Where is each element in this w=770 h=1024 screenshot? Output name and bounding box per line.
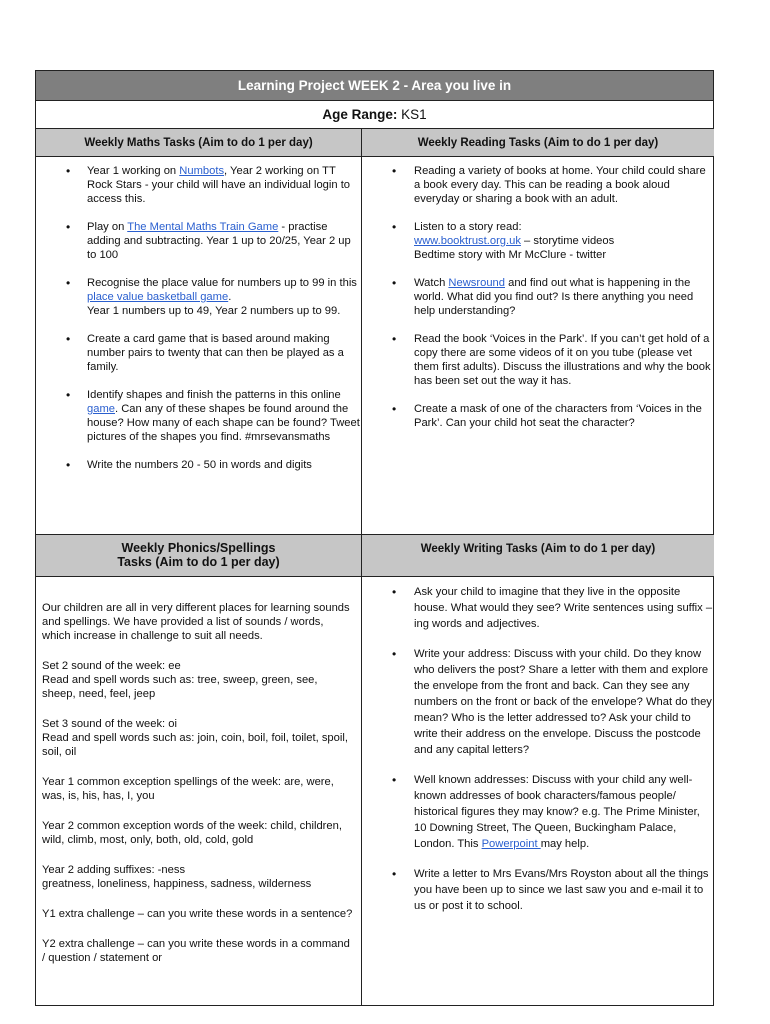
column-divider: [361, 129, 362, 1006]
maths-item: [36, 332, 361, 374]
phonics-heading-line2: Tasks (Aim to do 1 per day): [117, 555, 280, 569]
age-range-label: Age Range:: [322, 107, 398, 122]
writing-list: [362, 584, 714, 914]
maths-link[interactable]: The Mental Maths Train Game: [127, 221, 279, 233]
writing-item-text: Write your address: Discuss with your child. Do they know who delivers the post? Share a letter with them and explore the envelope from the front and back. Can they see any numbers on the front or back of the envelope? What do they mean? Who is the letter addressed to? Ask your child to write their address on the envelope. Discuss the postcode and any capital letters?: [414, 648, 712, 756]
maths-list: [36, 164, 361, 472]
writing-item-text: Write a letter to Mrs Evans/Mrs Royston about all the things you have been up to since we last saw you and e-mail it to us or post it to school.: [414, 868, 709, 912]
reading-item: [362, 332, 714, 388]
reading-item-text: Watch: [414, 277, 449, 289]
maths-tasks: [36, 164, 361, 534]
phonics-paragraph: Set 2 sound of the week: ee Read and spell words such as: tree, sweep, green, see, sheep, need, feel, jeep: [42, 660, 318, 700]
reading-item-text: Create a mask of one of the characters from ‘Voices in the Park’. Can your child hot seat the character?: [414, 403, 702, 429]
reading-list: [362, 164, 714, 430]
maths-item: [36, 164, 361, 206]
writing-item-text: Ask your child to imagine that they live in the opposite house. What would they see? Write sentences using suffix – ing words and adjectives.: [414, 586, 713, 630]
maths-item-text: Identify shapes and finish the patterns in this online: [87, 389, 341, 401]
maths-heading: Weekly Maths Tasks (Aim to do 1 per day): [36, 129, 361, 157]
phonics-heading: [36, 535, 361, 577]
reading-item: [362, 220, 714, 262]
reading-link[interactable]: Newsround: [448, 277, 505, 289]
phonics-paragraph: Year 2 adding suffixes: -ness greatness, loneliness, happiness, sadness, wilderness: [42, 864, 312, 890]
phonics-paragraph: Y2 extra challenge – can you write these words in a command / question / statement or: [42, 938, 350, 964]
phonics-paragraphs: [42, 601, 354, 965]
phonics-paragraph: Y1 extra challenge – can you write these words in a sentence?: [42, 908, 353, 920]
maths-item-text: Create a card game that is based around making number pairs to twenty that can then be played as a family.: [87, 333, 344, 373]
writing-item: [362, 584, 714, 632]
maths-item-text: Recognise the place value for numbers up to 99 in this: [87, 277, 357, 289]
writing-item-text: Well known addresses: Discuss with your child any well-known addresses of book characters/famous people/ historical figures they may know? e.g. The Prime Minister, 10 Downing Street, The Queen, Buckingham Palace, London. This: [414, 774, 700, 850]
reading-item: [362, 164, 714, 206]
learning-project-table: [35, 70, 714, 1006]
maths-item-extra: Year 1 numbers up to 49, Year 2 numbers up to 99.: [87, 305, 341, 317]
maths-item: [36, 388, 361, 444]
phonics-heading-line1: Weekly Phonics/Spellings: [121, 541, 276, 555]
phonics-paragraph: Set 3 sound of the week: oi Read and spell words such as: join, coin, boil, foil, toilet, spoil, soil, oil: [42, 718, 348, 758]
reading-item-text: Reading a variety of books at home. Your child could share a book every day. This can be reading a book aloud everyday or sharing a book with an adult.: [414, 165, 706, 205]
writing-item: [362, 866, 714, 914]
maths-item-text: Play on: [87, 221, 128, 233]
maths-item: [36, 458, 361, 472]
age-range-value: KS1: [401, 107, 427, 122]
writing-link[interactable]: Powerpoint: [481, 838, 541, 850]
reading-heading: Weekly Reading Tasks (Aim to do 1 per day): [362, 129, 714, 157]
reading-link[interactable]: www.booktrust.org.uk: [414, 235, 521, 247]
maths-item-text: , Year 2 working on TT Rock Stars - your child will have an individual login to access this.: [87, 165, 351, 205]
writing-item: [362, 772, 714, 852]
maths-item-text: Write the numbers 20 - 50 in words and digits: [87, 459, 312, 471]
phonics-paragraph: Year 1 common exception spellings of the week: are, were, was, is, his, has, I, you: [42, 776, 334, 802]
section-divider: [36, 534, 713, 535]
reading-item-text: Read the book ‘Voices in the Park’. If you can’t get hold of a copy there are some videos of it on you tube (please vet them first adults). Discuss the illustrations and why the book has been set out the way it has.: [414, 333, 711, 387]
reading-item: [362, 402, 714, 430]
phonics-paragraph: Our children are all in very different places for learning sounds and spellings. We have provided a list of sounds / words, which increase in challenge to suit all needs.: [42, 602, 350, 642]
writing-tasks: [362, 584, 714, 1004]
maths-item-text: Year 1 working on: [87, 165, 180, 177]
maths-item-text: - practise adding and subtracting. Year 1 up to 20/25, Year 2 up to 100: [87, 221, 351, 261]
reading-item-extra: Bedtime story with Mr McClure - twitter: [414, 249, 607, 261]
phonics-paragraph: Year 2 common exception words of the week: child, children, wild, climb, most, only, both, old, cold, gold: [42, 820, 342, 846]
phonics-tasks: [42, 601, 354, 1001]
maths-item-text: .: [228, 291, 232, 303]
writing-item-text: may help.: [540, 838, 590, 850]
writing-heading: Weekly Writing Tasks (Aim to do 1 per day): [362, 535, 714, 577]
reading-item-text: Listen to a story read:: [414, 221, 522, 233]
maths-link[interactable]: game: [87, 403, 115, 415]
reading-tasks: [362, 164, 714, 534]
maths-item: [36, 276, 361, 318]
reading-item-text: – storytime videos: [520, 235, 615, 247]
maths-item-text: . Can any of these shapes be found around the house? How many of each shape can be found? Tweet pictures of the shapes you find. #mrsevansmaths: [87, 403, 360, 443]
reading-item-text: and find out what is happening in the world. What did you find out? Is there anything you need help understanding?: [414, 277, 694, 317]
maths-link[interactable]: place value basketball game: [87, 291, 229, 303]
reading-item: [362, 276, 714, 318]
section-divider: [36, 576, 713, 577]
maths-link[interactable]: Numbots: [179, 165, 225, 177]
page-title: Learning Project WEEK 2 - Area you live in: [36, 71, 713, 101]
age-range: [36, 101, 713, 129]
maths-item: [36, 220, 361, 262]
writing-item: [362, 646, 714, 758]
